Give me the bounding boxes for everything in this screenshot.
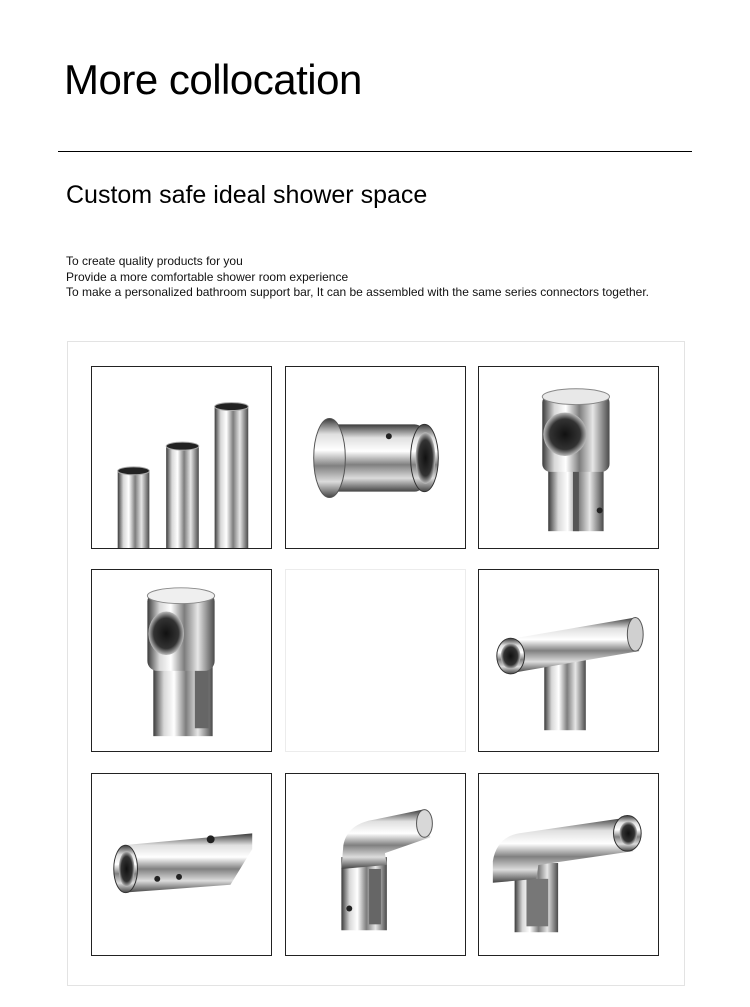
- product-tile[interactable]: [91, 773, 272, 956]
- product-tile[interactable]: [91, 366, 272, 549]
- empty-tile: [285, 569, 466, 752]
- description-line: To make a personalized bathroom support bar, It can be assembled with the same series connectors together.: [66, 285, 649, 299]
- page-title: More collocation: [64, 56, 362, 103]
- tube-end-cap-icon: [286, 367, 465, 548]
- product-tile[interactable]: [478, 773, 659, 956]
- product-gallery: [67, 341, 685, 986]
- divider: [58, 151, 692, 152]
- description-line: Provide a more comfortable shower room experience: [66, 269, 349, 284]
- product-tile[interactable]: [478, 366, 659, 549]
- product-tile[interactable]: [285, 773, 466, 956]
- glass-clamp-cross-connector-icon: [479, 367, 658, 548]
- angled-wall-bracket-icon: [92, 774, 271, 955]
- product-tile[interactable]: [478, 569, 659, 752]
- description-line: To create quality products for you: [66, 254, 243, 268]
- t-connector-icon: [479, 570, 658, 751]
- product-tile[interactable]: [285, 366, 466, 549]
- section-subtitle: Custom safe ideal shower space: [66, 181, 428, 209]
- description: [66, 254, 649, 301]
- product-tile[interactable]: [91, 569, 272, 752]
- steel-tubes-icon: [92, 367, 271, 548]
- right-angle-glass-clamp-icon: [479, 774, 658, 955]
- elbow-glass-clamp-icon: [286, 774, 465, 955]
- glass-clamp-cross-connector-side-icon: [92, 570, 271, 751]
